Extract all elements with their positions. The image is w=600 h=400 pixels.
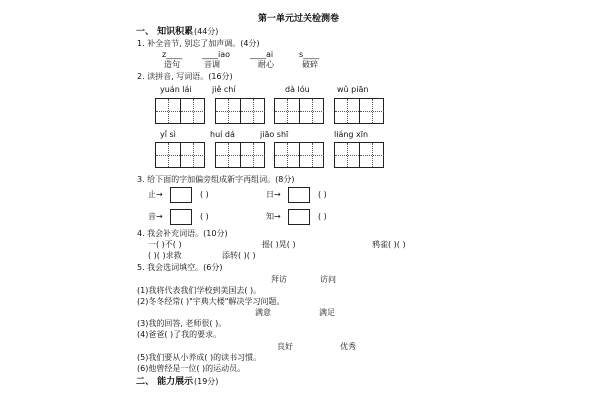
q3-right-1: 日→ (266, 190, 281, 199)
q1-word-3: 耐心 (258, 60, 274, 69)
q5-choice-2b: 满足 (319, 308, 335, 317)
q2-pinyin-2: jiě chí (212, 85, 236, 94)
q1-word-2: 音调 (204, 60, 220, 69)
writing-grid[interactable] (215, 142, 265, 168)
answer-box[interactable] (170, 187, 192, 203)
q4-item-3: 鸦雀( )( ) (372, 240, 406, 249)
section-1-heading: 一、 知识积累 (136, 27, 194, 37)
q3-left-2: 音→ (148, 212, 163, 221)
writing-grid[interactable] (274, 98, 324, 124)
q5-choice-1b: 访问 (320, 275, 336, 284)
q1-pinyin-3: ____ai (250, 50, 274, 59)
q1-pinyin-4: s____ (299, 50, 320, 59)
writing-grid[interactable] (155, 142, 205, 168)
q5-choice-3b: 优秀 (340, 342, 356, 351)
q4-item-2: 摇( )晃( ) (262, 240, 296, 249)
q5-choice-1a: 拜访 (271, 275, 287, 284)
q5-sentence-1: (1)我将代表我们学校到美国去( )。 (137, 286, 262, 295)
q4-item-1: 一( )不( ) (148, 240, 182, 249)
section-2-score: (19分) (194, 377, 219, 386)
q3-right-2: 知→ (266, 212, 281, 221)
q3-left-1: 止→ (148, 190, 163, 199)
q5-sentence-2: (2)冬冬经常( )"宇典大楼"解决学习问题。 (137, 297, 285, 306)
q5-sentence-4: (4)爸爸( )了我的要求。 (137, 330, 222, 339)
q1-word-1: 造句 (164, 60, 180, 69)
q5-choice-3a: 良好 (277, 342, 293, 351)
q5-sentence-6: (6)他曾经是一位( )的运动员。 (137, 364, 246, 373)
q5-prompt: 5. 我会选词填空。(6分) (137, 263, 223, 272)
answer-paren[interactable]: ( ) (318, 212, 327, 221)
q1-pinyin-1: z____ (162, 50, 183, 59)
q2-prompt: 2. 读拼音, 写词语。(16分) (137, 72, 233, 81)
q4-item-5: 添转( )( ) (222, 251, 256, 260)
answer-paren[interactable]: ( ) (200, 212, 209, 221)
answer-box[interactable] (170, 209, 192, 225)
answer-paren[interactable]: ( ) (318, 190, 327, 199)
q5-sentence-5: (5)我们要从小养成( )的读书习惯。 (137, 353, 262, 362)
writing-grid[interactable] (155, 98, 205, 124)
q4-item-4: ( )( )求救 (148, 251, 182, 260)
writing-grid[interactable] (334, 98, 384, 124)
section-2-heading: 二、 能力展示 (136, 377, 194, 387)
q2-pinyin-1: yuán lái (160, 85, 192, 94)
q3-prompt: 3. 给下面的字加偏旁组成新字再组词。(8分) (137, 175, 295, 184)
q2-pinyin-8: liáng xīn (334, 130, 369, 139)
answer-box[interactable] (288, 187, 310, 203)
q1-prompt: 1. 补全音节, 别忘了加声调。(4分) (137, 39, 260, 48)
q2-pinyin-5: yǐ sì (160, 130, 176, 139)
q5-sentence-3: (3)我的回答, 老师很( )。 (137, 319, 227, 328)
writing-grid[interactable] (334, 142, 384, 168)
q2-pinyin-6: huí dá (210, 130, 235, 139)
q4-prompt: 4. 我会补充词语。(10分) (137, 229, 228, 238)
q2-pinyin-4: wǔ piān (337, 85, 369, 94)
writing-grid[interactable] (215, 98, 265, 124)
q1-word-4: 破碎 (302, 60, 318, 69)
section-1-score: (44分) (194, 27, 219, 36)
answer-box[interactable] (288, 209, 310, 225)
q5-choice-2a: 满意 (255, 308, 271, 317)
q1-pinyin-2: ____iao (202, 50, 231, 59)
q2-pinyin-7: jiāo shī (260, 130, 289, 139)
answer-paren[interactable]: ( ) (200, 190, 209, 199)
page-title: 第一单元过关检测卷 (258, 14, 340, 24)
q2-pinyin-3: dà lóu (285, 85, 310, 94)
writing-grid[interactable] (274, 142, 324, 168)
